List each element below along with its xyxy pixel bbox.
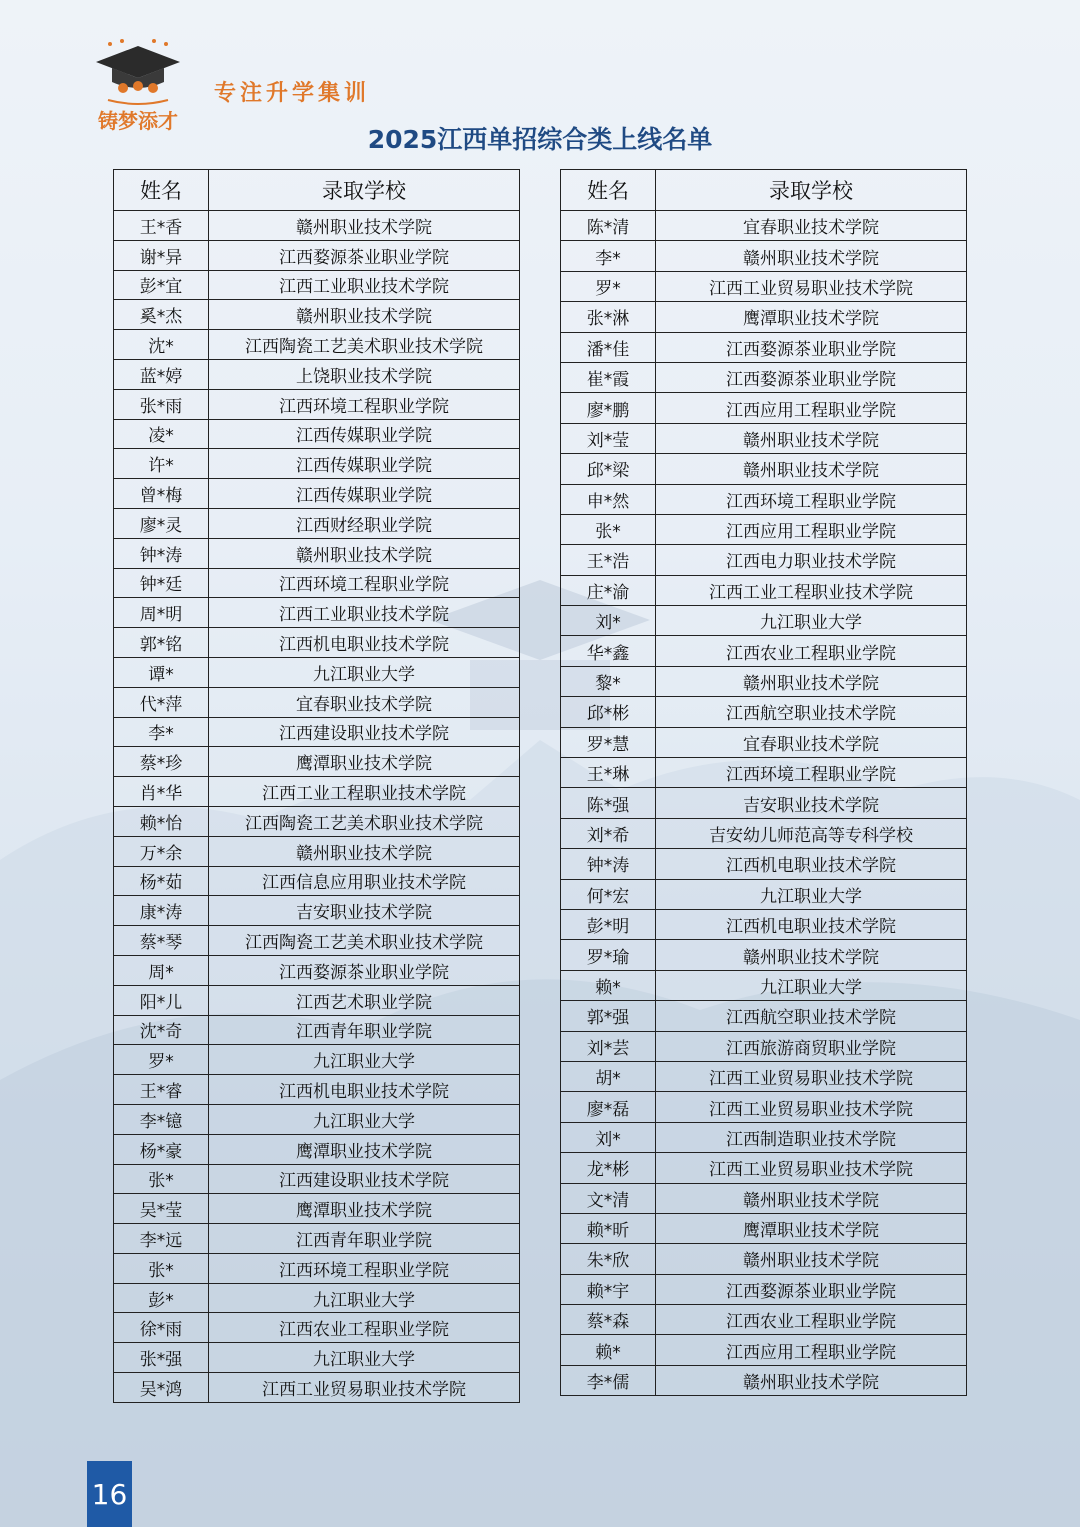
student-name: 刘* bbox=[561, 1122, 656, 1152]
table-row bbox=[114, 211, 520, 241]
admitted-school: 鹰潭职业技术学院 bbox=[209, 1194, 520, 1224]
table-row bbox=[114, 1075, 520, 1105]
admitted-school: 赣州职业技术学院 bbox=[656, 241, 967, 271]
table-row bbox=[561, 514, 967, 544]
student-name: 周* bbox=[114, 955, 209, 985]
student-name: 华*鑫 bbox=[561, 636, 656, 666]
student-name: 彭* bbox=[114, 1283, 209, 1313]
table-row bbox=[561, 606, 967, 636]
table-row bbox=[114, 1104, 520, 1134]
student-name: 胡* bbox=[561, 1061, 656, 1091]
table-row bbox=[561, 1001, 967, 1031]
admitted-school: 江西应用工程职业学院 bbox=[656, 514, 967, 544]
table-row bbox=[561, 1213, 967, 1243]
admitted-school: 宜春职业技术学院 bbox=[656, 211, 967, 241]
student-name: 谭* bbox=[114, 657, 209, 687]
admitted-school: 江西工业工程职业技术学院 bbox=[656, 575, 967, 605]
student-name: 赖*宇 bbox=[561, 1274, 656, 1304]
student-name: 彭*明 bbox=[561, 909, 656, 939]
student-name: 李* bbox=[114, 717, 209, 747]
student-name: 赖*怡 bbox=[114, 806, 209, 836]
table-row bbox=[561, 454, 967, 484]
table-row bbox=[561, 1092, 967, 1122]
student-name: 彭*宜 bbox=[114, 270, 209, 300]
student-name: 钟*廷 bbox=[114, 568, 209, 598]
table-row bbox=[114, 1015, 520, 1045]
student-name: 邱*彬 bbox=[561, 697, 656, 727]
table-row bbox=[561, 1305, 967, 1335]
admitted-school: 江西机电职业技术学院 bbox=[209, 1075, 520, 1105]
column-header-name: 姓名 bbox=[114, 170, 209, 211]
student-name: 谢*异 bbox=[114, 240, 209, 270]
student-name: 杨*豪 bbox=[114, 1134, 209, 1164]
table-row bbox=[561, 879, 967, 909]
admitted-school: 江西旅游商贸职业学院 bbox=[656, 1031, 967, 1061]
admitted-school: 九江职业大学 bbox=[656, 970, 967, 1000]
admitted-school: 江西传媒职业学院 bbox=[209, 449, 520, 479]
student-name: 张* bbox=[561, 514, 656, 544]
table-row bbox=[114, 1134, 520, 1164]
student-name: 李*镱 bbox=[114, 1104, 209, 1134]
admitted-school: 赣州职业技术学院 bbox=[209, 211, 520, 241]
admitted-school: 江西环境工程职业学院 bbox=[656, 484, 967, 514]
student-name: 郭*强 bbox=[561, 1001, 656, 1031]
student-name: 张* bbox=[114, 1164, 209, 1194]
admitted-school: 上饶职业技术学院 bbox=[209, 359, 520, 389]
table-row bbox=[561, 970, 967, 1000]
table-body bbox=[561, 211, 967, 1396]
student-name: 王*香 bbox=[114, 211, 209, 241]
admitted-school: 江西环境工程职业学院 bbox=[209, 1253, 520, 1283]
table-row bbox=[114, 568, 520, 598]
admitted-school: 宜春职业技术学院 bbox=[209, 687, 520, 717]
table-row bbox=[561, 393, 967, 423]
student-name: 奚*杰 bbox=[114, 300, 209, 330]
table-row bbox=[114, 419, 520, 449]
student-name: 庄*渝 bbox=[561, 575, 656, 605]
student-name: 张*淋 bbox=[561, 302, 656, 332]
admission-table-right bbox=[560, 169, 967, 1396]
student-name: 黎* bbox=[561, 666, 656, 696]
student-name: 刘*芸 bbox=[561, 1031, 656, 1061]
admitted-school: 江西环境工程职业学院 bbox=[656, 758, 967, 788]
student-name: 许* bbox=[114, 449, 209, 479]
admitted-school: 江西工业职业技术学院 bbox=[209, 270, 520, 300]
student-name: 刘*莹 bbox=[561, 423, 656, 453]
table-row bbox=[114, 508, 520, 538]
table-row bbox=[561, 1183, 967, 1213]
student-name: 赖* bbox=[561, 1335, 656, 1365]
admitted-school: 吉安幼儿师范高等专科学校 bbox=[656, 818, 967, 848]
admitted-school: 江西青年职业学院 bbox=[209, 1224, 520, 1254]
table-row bbox=[561, 788, 967, 818]
admitted-school: 江西工业贸易职业技术学院 bbox=[656, 271, 967, 301]
admitted-school: 江西建设职业技术学院 bbox=[209, 1164, 520, 1194]
admitted-school: 江西工业工程职业技术学院 bbox=[209, 777, 520, 807]
admitted-school: 鹰潭职业技术学院 bbox=[656, 1213, 967, 1243]
page-title: 2025江西单招综合类上线名单 bbox=[367, 125, 713, 154]
student-name: 何*宏 bbox=[561, 879, 656, 909]
table-row bbox=[114, 866, 520, 896]
admitted-school: 江西传媒职业学院 bbox=[209, 419, 520, 449]
logo-text: 铸梦添才 bbox=[98, 109, 178, 133]
student-name: 龙*彬 bbox=[561, 1153, 656, 1183]
student-name: 陈*强 bbox=[561, 788, 656, 818]
admitted-school: 赣州职业技术学院 bbox=[656, 1183, 967, 1213]
admitted-school: 江西航空职业技术学院 bbox=[656, 1001, 967, 1031]
student-name: 钟*涛 bbox=[561, 849, 656, 879]
admitted-school: 吉安职业技术学院 bbox=[209, 896, 520, 926]
admitted-school: 江西机电职业技术学院 bbox=[656, 849, 967, 879]
student-name: 赖* bbox=[561, 970, 656, 1000]
student-name: 蔡*琴 bbox=[114, 926, 209, 956]
admitted-school: 江西机电职业技术学院 bbox=[209, 628, 520, 658]
table-row bbox=[561, 1244, 967, 1274]
student-name: 吴*鸿 bbox=[114, 1373, 209, 1403]
admitted-school: 江西陶瓷工艺美术职业技术学院 bbox=[209, 926, 520, 956]
table-row bbox=[561, 758, 967, 788]
admitted-school: 江西工业职业技术学院 bbox=[209, 598, 520, 628]
student-name: 罗* bbox=[114, 1045, 209, 1075]
student-name: 廖*灵 bbox=[114, 508, 209, 538]
student-name: 沈* bbox=[114, 330, 209, 360]
admitted-school: 赣州职业技术学院 bbox=[656, 1365, 967, 1395]
admitted-school: 江西农业工程职业学院 bbox=[209, 1313, 520, 1343]
student-name: 李*儒 bbox=[561, 1365, 656, 1395]
student-name: 康*涛 bbox=[114, 896, 209, 926]
admitted-school: 宜春职业技术学院 bbox=[656, 727, 967, 757]
table-row bbox=[114, 300, 520, 330]
admitted-school: 九江职业大学 bbox=[656, 879, 967, 909]
admitted-school: 江西婺源茶业职业学院 bbox=[656, 332, 967, 362]
admitted-school: 赣州职业技术学院 bbox=[656, 423, 967, 453]
student-name: 代*萍 bbox=[114, 687, 209, 717]
student-name: 蓝*婷 bbox=[114, 359, 209, 389]
student-name: 曾*梅 bbox=[114, 479, 209, 509]
table-row bbox=[561, 727, 967, 757]
table-row bbox=[114, 717, 520, 747]
table-row bbox=[114, 1164, 520, 1194]
table-row bbox=[561, 545, 967, 575]
table-row bbox=[114, 240, 520, 270]
admitted-school: 九江职业大学 bbox=[209, 657, 520, 687]
student-name: 李*远 bbox=[114, 1224, 209, 1254]
admitted-school: 江西陶瓷工艺美术职业技术学院 bbox=[209, 806, 520, 836]
student-name: 文*清 bbox=[561, 1183, 656, 1213]
table-row bbox=[114, 926, 520, 956]
student-name: 朱*欣 bbox=[561, 1244, 656, 1274]
table-row bbox=[114, 1194, 520, 1224]
table-row bbox=[114, 359, 520, 389]
student-name: 张*雨 bbox=[114, 389, 209, 419]
table-row bbox=[561, 332, 967, 362]
admitted-school: 江西信息应用职业技术学院 bbox=[209, 866, 520, 896]
table-row bbox=[561, 1061, 967, 1091]
table-row bbox=[114, 538, 520, 568]
admitted-school: 江西应用工程职业学院 bbox=[656, 1335, 967, 1365]
admitted-school: 江西制造职业技术学院 bbox=[656, 1122, 967, 1152]
column-header-school: 录取学校 bbox=[656, 170, 967, 211]
table-row bbox=[114, 1313, 520, 1343]
admitted-school: 江西工业贸易职业技术学院 bbox=[656, 1092, 967, 1122]
admitted-school: 吉安职业技术学院 bbox=[656, 788, 967, 818]
admitted-school: 九江职业大学 bbox=[209, 1045, 520, 1075]
table-row bbox=[561, 211, 967, 241]
table-row bbox=[114, 896, 520, 926]
admitted-school: 江西农业工程职业学院 bbox=[656, 636, 967, 666]
table-row bbox=[561, 940, 967, 970]
table-row bbox=[114, 479, 520, 509]
student-name: 张*强 bbox=[114, 1343, 209, 1373]
table-row bbox=[114, 806, 520, 836]
table-row bbox=[114, 985, 520, 1015]
admitted-school: 赣州职业技术学院 bbox=[656, 940, 967, 970]
admitted-school: 赣州职业技术学院 bbox=[656, 1244, 967, 1274]
table-row bbox=[561, 636, 967, 666]
column-header-name: 姓名 bbox=[561, 170, 656, 211]
student-name: 廖*鹏 bbox=[561, 393, 656, 423]
column-header-school: 录取学校 bbox=[209, 170, 520, 211]
admitted-school: 江西机电职业技术学院 bbox=[656, 909, 967, 939]
table-row bbox=[114, 1224, 520, 1254]
admitted-school: 九江职业大学 bbox=[209, 1343, 520, 1373]
admitted-school: 赣州职业技术学院 bbox=[656, 454, 967, 484]
table-row bbox=[561, 666, 967, 696]
student-name: 凌* bbox=[114, 419, 209, 449]
admitted-school: 赣州职业技术学院 bbox=[209, 538, 520, 568]
student-name: 罗*瑜 bbox=[561, 940, 656, 970]
table-row bbox=[114, 389, 520, 419]
student-name: 万*余 bbox=[114, 836, 209, 866]
table-header-row bbox=[561, 170, 967, 211]
student-name: 郭*铭 bbox=[114, 628, 209, 658]
admitted-school: 九江职业大学 bbox=[656, 606, 967, 636]
student-name: 崔*霞 bbox=[561, 362, 656, 392]
student-name: 刘* bbox=[561, 606, 656, 636]
table-row bbox=[114, 330, 520, 360]
student-name: 吴*莹 bbox=[114, 1194, 209, 1224]
table-body bbox=[114, 211, 520, 1403]
table-row bbox=[114, 598, 520, 628]
admitted-school: 江西婺源茶业职业学院 bbox=[656, 362, 967, 392]
student-name: 罗*慧 bbox=[561, 727, 656, 757]
student-name: 潘*佳 bbox=[561, 332, 656, 362]
student-name: 钟*涛 bbox=[114, 538, 209, 568]
table-row bbox=[561, 1365, 967, 1395]
student-name: 蔡*珍 bbox=[114, 747, 209, 777]
admitted-school: 鹰潭职业技术学院 bbox=[656, 302, 967, 332]
table-row bbox=[561, 1031, 967, 1061]
table-row bbox=[561, 1153, 967, 1183]
slogan: 专注升学集训 bbox=[214, 80, 371, 106]
admitted-school: 江西婺源茶业职业学院 bbox=[656, 1274, 967, 1304]
student-name: 李* bbox=[561, 241, 656, 271]
admitted-school: 九江职业大学 bbox=[209, 1283, 520, 1313]
admitted-school: 江西电力职业技术学院 bbox=[656, 545, 967, 575]
student-name: 廖*磊 bbox=[561, 1092, 656, 1122]
table-row bbox=[114, 1283, 520, 1313]
table-row bbox=[114, 955, 520, 985]
page-number: 16 bbox=[87, 1461, 132, 1527]
table-row bbox=[561, 423, 967, 453]
admitted-school: 江西环境工程职业学院 bbox=[209, 389, 520, 419]
table-row bbox=[561, 697, 967, 727]
student-name: 陈*清 bbox=[561, 211, 656, 241]
student-name: 邱*梁 bbox=[561, 454, 656, 484]
table-row bbox=[561, 1274, 967, 1304]
student-name: 刘*希 bbox=[561, 818, 656, 848]
student-name: 沈*奇 bbox=[114, 1015, 209, 1045]
student-name: 张* bbox=[114, 1253, 209, 1283]
student-name: 罗* bbox=[561, 271, 656, 301]
table-row bbox=[561, 575, 967, 605]
table-row bbox=[114, 628, 520, 658]
admitted-school: 江西财经职业学院 bbox=[209, 508, 520, 538]
student-name: 肖*华 bbox=[114, 777, 209, 807]
admitted-school: 九江职业大学 bbox=[209, 1104, 520, 1134]
admitted-school: 江西农业工程职业学院 bbox=[656, 1305, 967, 1335]
table-row bbox=[561, 271, 967, 301]
table-row bbox=[561, 241, 967, 271]
admitted-school: 赣州职业技术学院 bbox=[656, 666, 967, 696]
table-row bbox=[114, 1343, 520, 1373]
student-name: 蔡*森 bbox=[561, 1305, 656, 1335]
table-row bbox=[114, 747, 520, 777]
table-row bbox=[114, 1045, 520, 1075]
student-name: 阳*儿 bbox=[114, 985, 209, 1015]
admission-table-left bbox=[113, 169, 520, 1403]
table-row bbox=[114, 1253, 520, 1283]
student-name: 申*然 bbox=[561, 484, 656, 514]
student-name: 王*浩 bbox=[561, 545, 656, 575]
admitted-school: 江西传媒职业学院 bbox=[209, 479, 520, 509]
admitted-school: 江西航空职业技术学院 bbox=[656, 697, 967, 727]
admitted-school: 江西建设职业技术学院 bbox=[209, 717, 520, 747]
admitted-school: 江西婺源茶业职业学院 bbox=[209, 955, 520, 985]
table-row bbox=[561, 1122, 967, 1152]
table-row bbox=[114, 687, 520, 717]
table-row bbox=[114, 836, 520, 866]
student-name: 赖*昕 bbox=[561, 1213, 656, 1243]
student-name: 王*琳 bbox=[561, 758, 656, 788]
table-row bbox=[114, 270, 520, 300]
admitted-school: 江西工业贸易职业技术学院 bbox=[656, 1061, 967, 1091]
admitted-school: 江西工业贸易职业技术学院 bbox=[209, 1373, 520, 1403]
student-name: 徐*雨 bbox=[114, 1313, 209, 1343]
table-row bbox=[561, 1335, 967, 1365]
admitted-school: 江西陶瓷工艺美术职业技术学院 bbox=[209, 330, 520, 360]
admitted-school: 赣州职业技术学院 bbox=[209, 836, 520, 866]
admitted-school: 江西工业贸易职业技术学院 bbox=[656, 1153, 967, 1183]
admitted-school: 江西艺术职业学院 bbox=[209, 985, 520, 1015]
admitted-school: 江西环境工程职业学院 bbox=[209, 568, 520, 598]
student-name: 周*明 bbox=[114, 598, 209, 628]
table-row bbox=[114, 1373, 520, 1403]
table-header-row bbox=[114, 170, 520, 211]
admitted-school: 江西应用工程职业学院 bbox=[656, 393, 967, 423]
table-row bbox=[561, 818, 967, 848]
student-name: 王*睿 bbox=[114, 1075, 209, 1105]
table-row bbox=[114, 657, 520, 687]
table-row bbox=[114, 449, 520, 479]
student-name: 杨*茹 bbox=[114, 866, 209, 896]
admitted-school: 鹰潭职业技术学院 bbox=[209, 1134, 520, 1164]
table-row bbox=[561, 484, 967, 514]
admitted-school: 江西婺源茶业职业学院 bbox=[209, 240, 520, 270]
table-row bbox=[561, 302, 967, 332]
admitted-school: 江西青年职业学院 bbox=[209, 1015, 520, 1045]
admitted-school: 赣州职业技术学院 bbox=[209, 300, 520, 330]
table-row bbox=[114, 777, 520, 807]
admitted-school: 鹰潭职业技术学院 bbox=[209, 747, 520, 777]
table-row bbox=[561, 909, 967, 939]
table-row bbox=[561, 362, 967, 392]
table-row bbox=[561, 849, 967, 879]
